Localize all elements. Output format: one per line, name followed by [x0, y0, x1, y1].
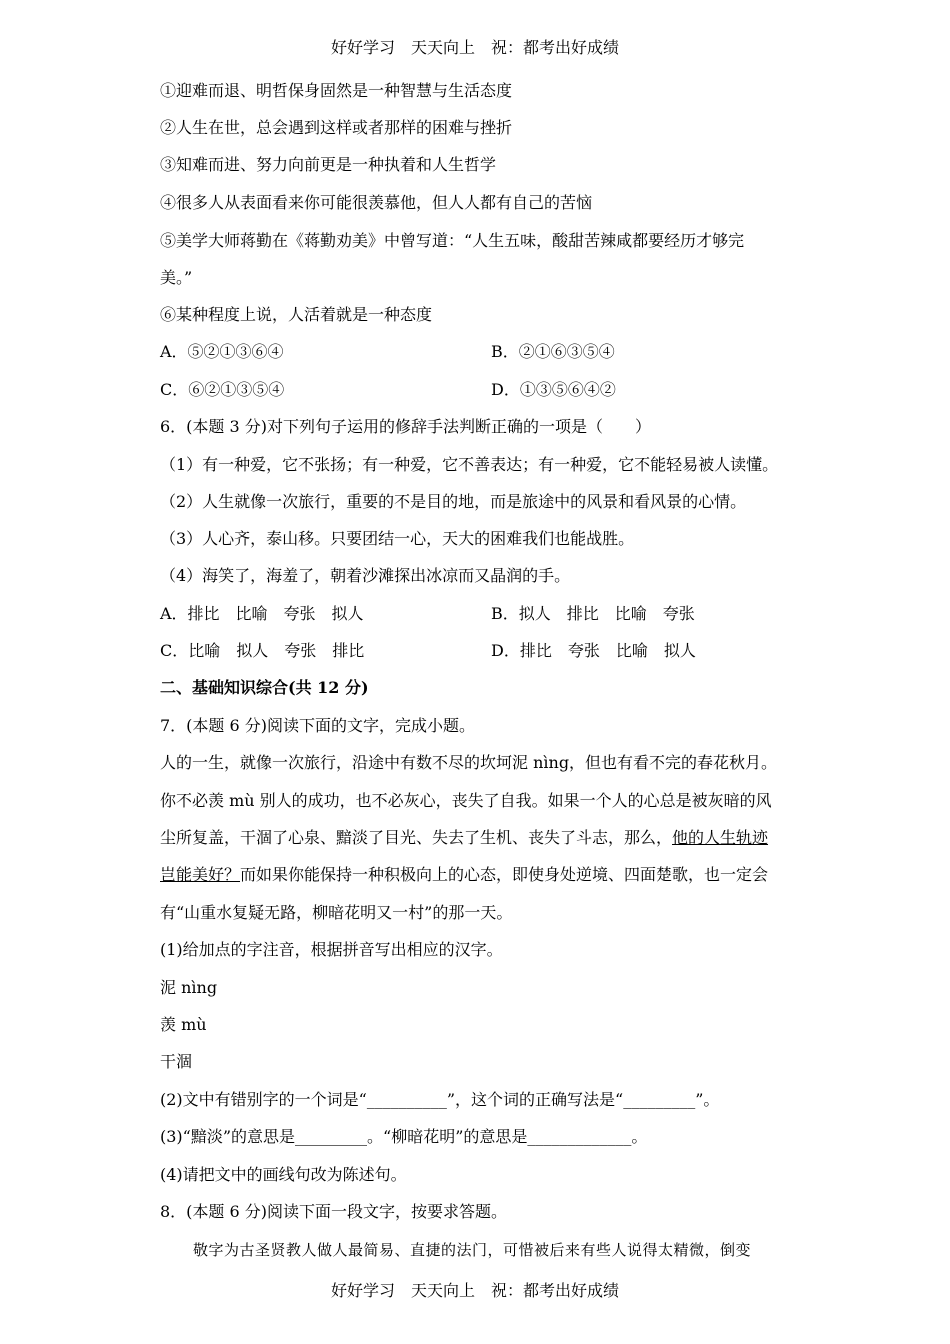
q5-option-a[interactable]: A．⑤②①③⑥④: [160, 342, 284, 361]
q7-passage-line: 人的一生，就像一次旅行，沿途中有数不尽的坎坷泥 nìng，但也有看不完的春花秋月。: [160, 753, 778, 772]
q7-sub1-item[interactable]: 泥 nìng: [160, 978, 218, 997]
q6-item: （1）有一种爱，它不张扬；有一种爱，它不善表达；有一种爱，它不能轻易被人读懂。: [160, 455, 779, 474]
q5-sentence: 美。”: [160, 268, 193, 287]
q8-passage: 敬字为古圣贤教人做人最简易、直捷的法门，可惜被后来有些人说得太精微，倒变: [193, 1241, 752, 1259]
q5-sentence: ④很多人从表面看来你可能很羡慕他，但人人都有自己的苦恼: [160, 193, 593, 212]
q6-item: （4）海笑了，海羞了，朝着沙滩探出冰凉而又晶润的手。: [160, 566, 571, 585]
q6-option-b[interactable]: B．拟人 排比 比喻 夸张: [491, 604, 695, 623]
q7-sub1-item[interactable]: 羡 mù: [160, 1015, 207, 1034]
q7-sub4: (4)请把文中的画线句改为陈述句。: [160, 1165, 407, 1184]
q5-option-row: [160, 342, 284, 362]
q6-stem: 6．(本题 3 分)对下列句子运用的修辞手法判断正确的一项是（ ）: [160, 417, 652, 436]
q6-item: （3）人心齐，泰山移。只要团结一心，天大的困难我们也能战胜。: [160, 529, 635, 548]
q6-option-d[interactable]: D．排比 夸张 比喻 拟人: [491, 641, 696, 660]
q5-sentence: ⑥某种程度上说，人活着就是一种态度: [160, 305, 433, 324]
q7-passage-text: 而如果你能保持一种积极向上的心态，即使身处逆境、四面楚歌，也一定会: [240, 865, 769, 884]
q7-underlined-sentence: 他的人生轨迹: [672, 828, 769, 847]
q7-sub1-item[interactable]: 干涸: [160, 1052, 193, 1071]
q7-passage-line: 有“山重水复疑无路，柳暗花明又一村”的那一天。: [160, 903, 513, 922]
q7-sub1: (1)给加点的字注音，根据拼音写出相应的汉字。: [160, 940, 503, 959]
q7-stem: 7．(本题 6 分)阅读下面的文字，完成小题。: [160, 716, 476, 735]
q6-item: （2）人生就像一次旅行，重要的不是目的地，而是旅途中的风景和看风景的心情。: [160, 492, 747, 511]
footer-part: 天天向上: [410, 1281, 475, 1300]
q7-passage-line: 你不必羡 mù 别人的成功，也不必灰心，丧失了自我。如果一个人的心总是被灰暗的风: [160, 791, 772, 810]
q5-option-d[interactable]: D．①③⑤⑥④②: [491, 380, 616, 399]
q7-underlined-sentence: 岂能美好？: [160, 865, 241, 884]
q7-passage-line: [160, 828, 768, 848]
q5-option-c[interactable]: C．⑥②①③⑤④: [160, 380, 285, 399]
q7-passage-line: [160, 865, 768, 885]
q6-option-a[interactable]: A．排比 比喻 夸张 拟人: [160, 604, 364, 623]
q5-sentence: ①迎难而退、明哲保身固然是一种智慧与生活态度: [160, 81, 513, 100]
q7-passage-text: 尘所复盖，干涸了心泉、黯淡了目光、失去了生机、丧失了斗志，那么，: [160, 828, 673, 847]
header-part: 好好学习: [330, 38, 395, 57]
q7-sub2[interactable]: (2)文中有错别字的一个词是“__________”，这个词的正确写法是“_________”。: [160, 1090, 720, 1109]
q7-sub3[interactable]: (3)“黯淡”的意思是_________。“柳暗花明”的意思是_____________。: [160, 1127, 648, 1146]
q5-option-b[interactable]: B．②①⑥③⑤④: [491, 342, 615, 361]
footer-part: 祝：都考出好成绩: [491, 1281, 620, 1300]
q5-sentence: ②人生在世，总会遇到这样或者那样的困难与挫折: [160, 118, 513, 137]
footer-part: 好好学习: [330, 1281, 395, 1300]
q5-sentence: ⑤美学大师蒋勤在《蒋勤劝美》中曾写道：“人生五味，酸甜苦辣咸都要经历才够完: [160, 231, 745, 250]
q8-stem: 8．(本题 6 分)阅读下面一段文字，按要求答题。: [160, 1202, 508, 1221]
q6-option-c[interactable]: C．比喻 拟人 夸张 排比: [160, 641, 365, 660]
page-footer: [0, 1281, 950, 1301]
page-header: [0, 38, 950, 58]
q5-sentence: ③知难而进、努力向前更是一种执着和人生哲学: [160, 155, 497, 174]
header-part: 天天向上: [410, 38, 475, 57]
header-part: 祝：都考出好成绩: [491, 38, 620, 57]
section-title: 二、基础知识综合(共 12 分): [160, 678, 369, 697]
